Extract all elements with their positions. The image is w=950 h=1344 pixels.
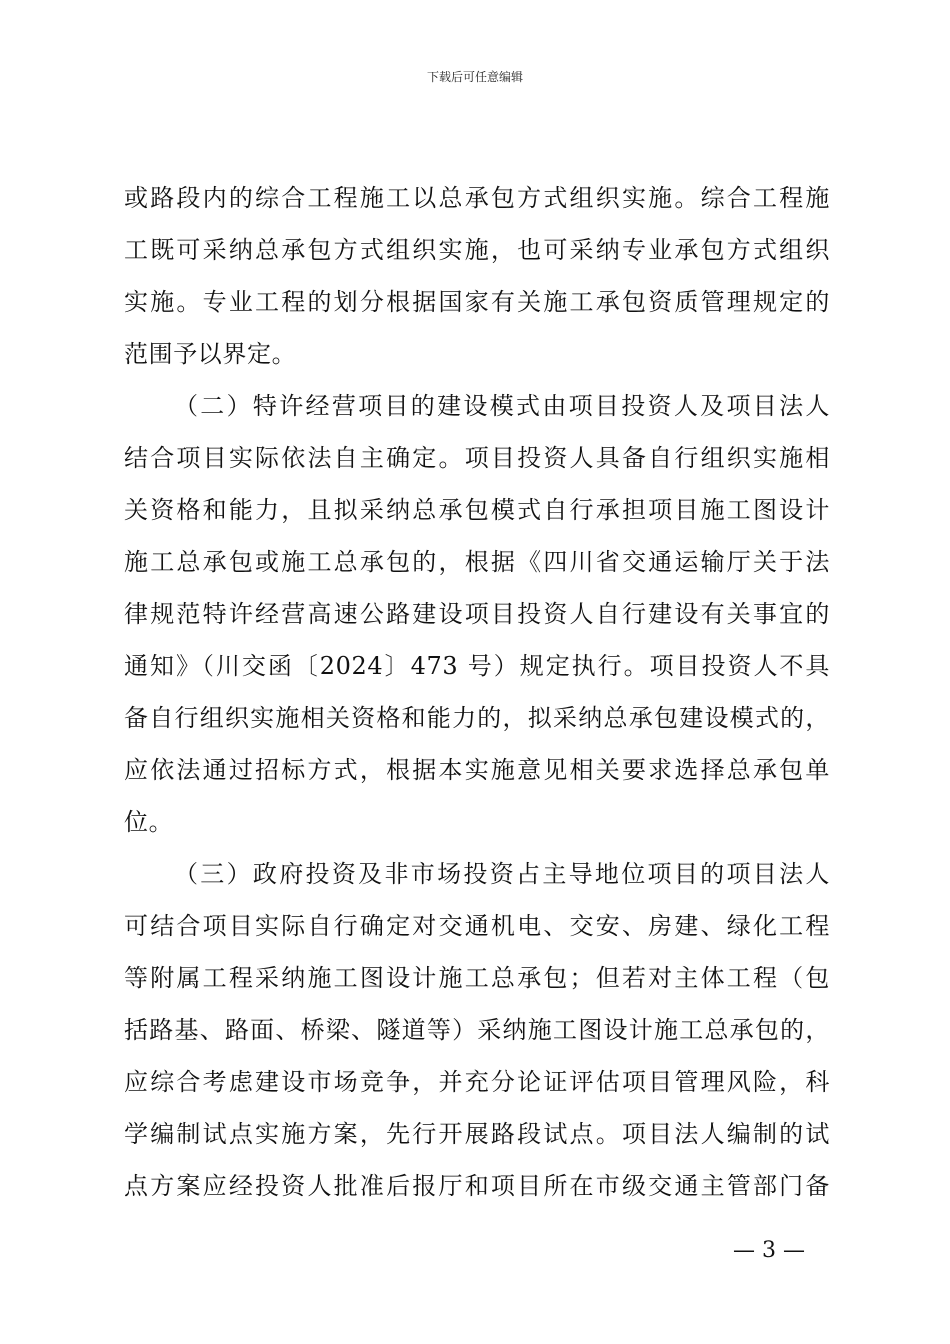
paragraph-3-line-1: （三）政府投资及非市场投资占主导地位项目的项目法人 — [174, 860, 830, 888]
paragraph-2-line-3: 关资格和能力，且拟采纳总承包模式自行承担项目施工图设计 — [124, 496, 830, 524]
paragraph-3-line-5: 应综合考虑建设市场竞争，并充分论证评估项目管理风险，科 — [124, 1068, 830, 1096]
paragraph-3-line-7: 点方案应经投资人批准后报厅和项目所在市级交通主管部门备 — [124, 1172, 830, 1200]
paragraph-3-line-3: 等附属工程采纳施工图设计施工总承包；但若对主体工程（包 — [124, 964, 830, 992]
paragraph-1-line-3: 实施。专业工程的划分根据国家有关施工承包资质管理规定的 — [124, 288, 830, 316]
paragraph-2-line-2: 结合项目实际依法自主确定。项目投资人具备自行组织实施相 — [124, 444, 830, 472]
paragraph-2-line-9: 位。 — [124, 808, 174, 836]
paragraph-2-line-5: 律规范特许经营高速公路建设项目投资人自行建设有关事宜的 — [124, 600, 830, 628]
paragraph-2-line-4: 施工总承包或施工总承包的，根据《四川省交通运输厅关于法 — [124, 548, 830, 576]
paragraph-3-line-2: 可结合项目实际自行确定对交通机电、交安、房建、绿化工程 — [124, 912, 830, 940]
document-body — [124, 176, 830, 1216]
paragraph-1-line-1: 或路段内的综合工程施工以总承包方式组织实施。综合工程施 — [124, 184, 830, 212]
paragraph-2-line-1: （二）特许经营项目的建设模式由项目投资人及项目法人 — [174, 392, 830, 420]
paragraph-3-line-6: 学编制试点实施方案，先行开展路段试点。项目法人编制的试 — [124, 1120, 830, 1148]
paragraph-2-line-7: 备自行组织实施相关资格和能力的，拟采纳总承包建设模式的， — [124, 704, 830, 732]
paragraph-2-line-8: 应依法通过招标方式，根据本实施意见相关要求选择总承包单 — [124, 756, 830, 784]
paragraph-2-line-6: 通知》（川交函〔2024〕473 号）规定执行。项目投资人不具 — [124, 652, 830, 680]
paragraph-3-line-4: 括路基、路面、桥梁、隧道等）采纳施工图设计施工总承包的， — [124, 1016, 830, 1044]
page-number: — 3 — — [733, 1238, 805, 1263]
paragraph-1-line-4: 范围予以界定。 — [124, 340, 297, 368]
header-note: 下载后可任意编辑 — [426, 70, 523, 84]
paragraph-1-line-2: 工既可采纳总承包方式组织实施，也可采纳专业承包方式组织 — [124, 236, 830, 264]
